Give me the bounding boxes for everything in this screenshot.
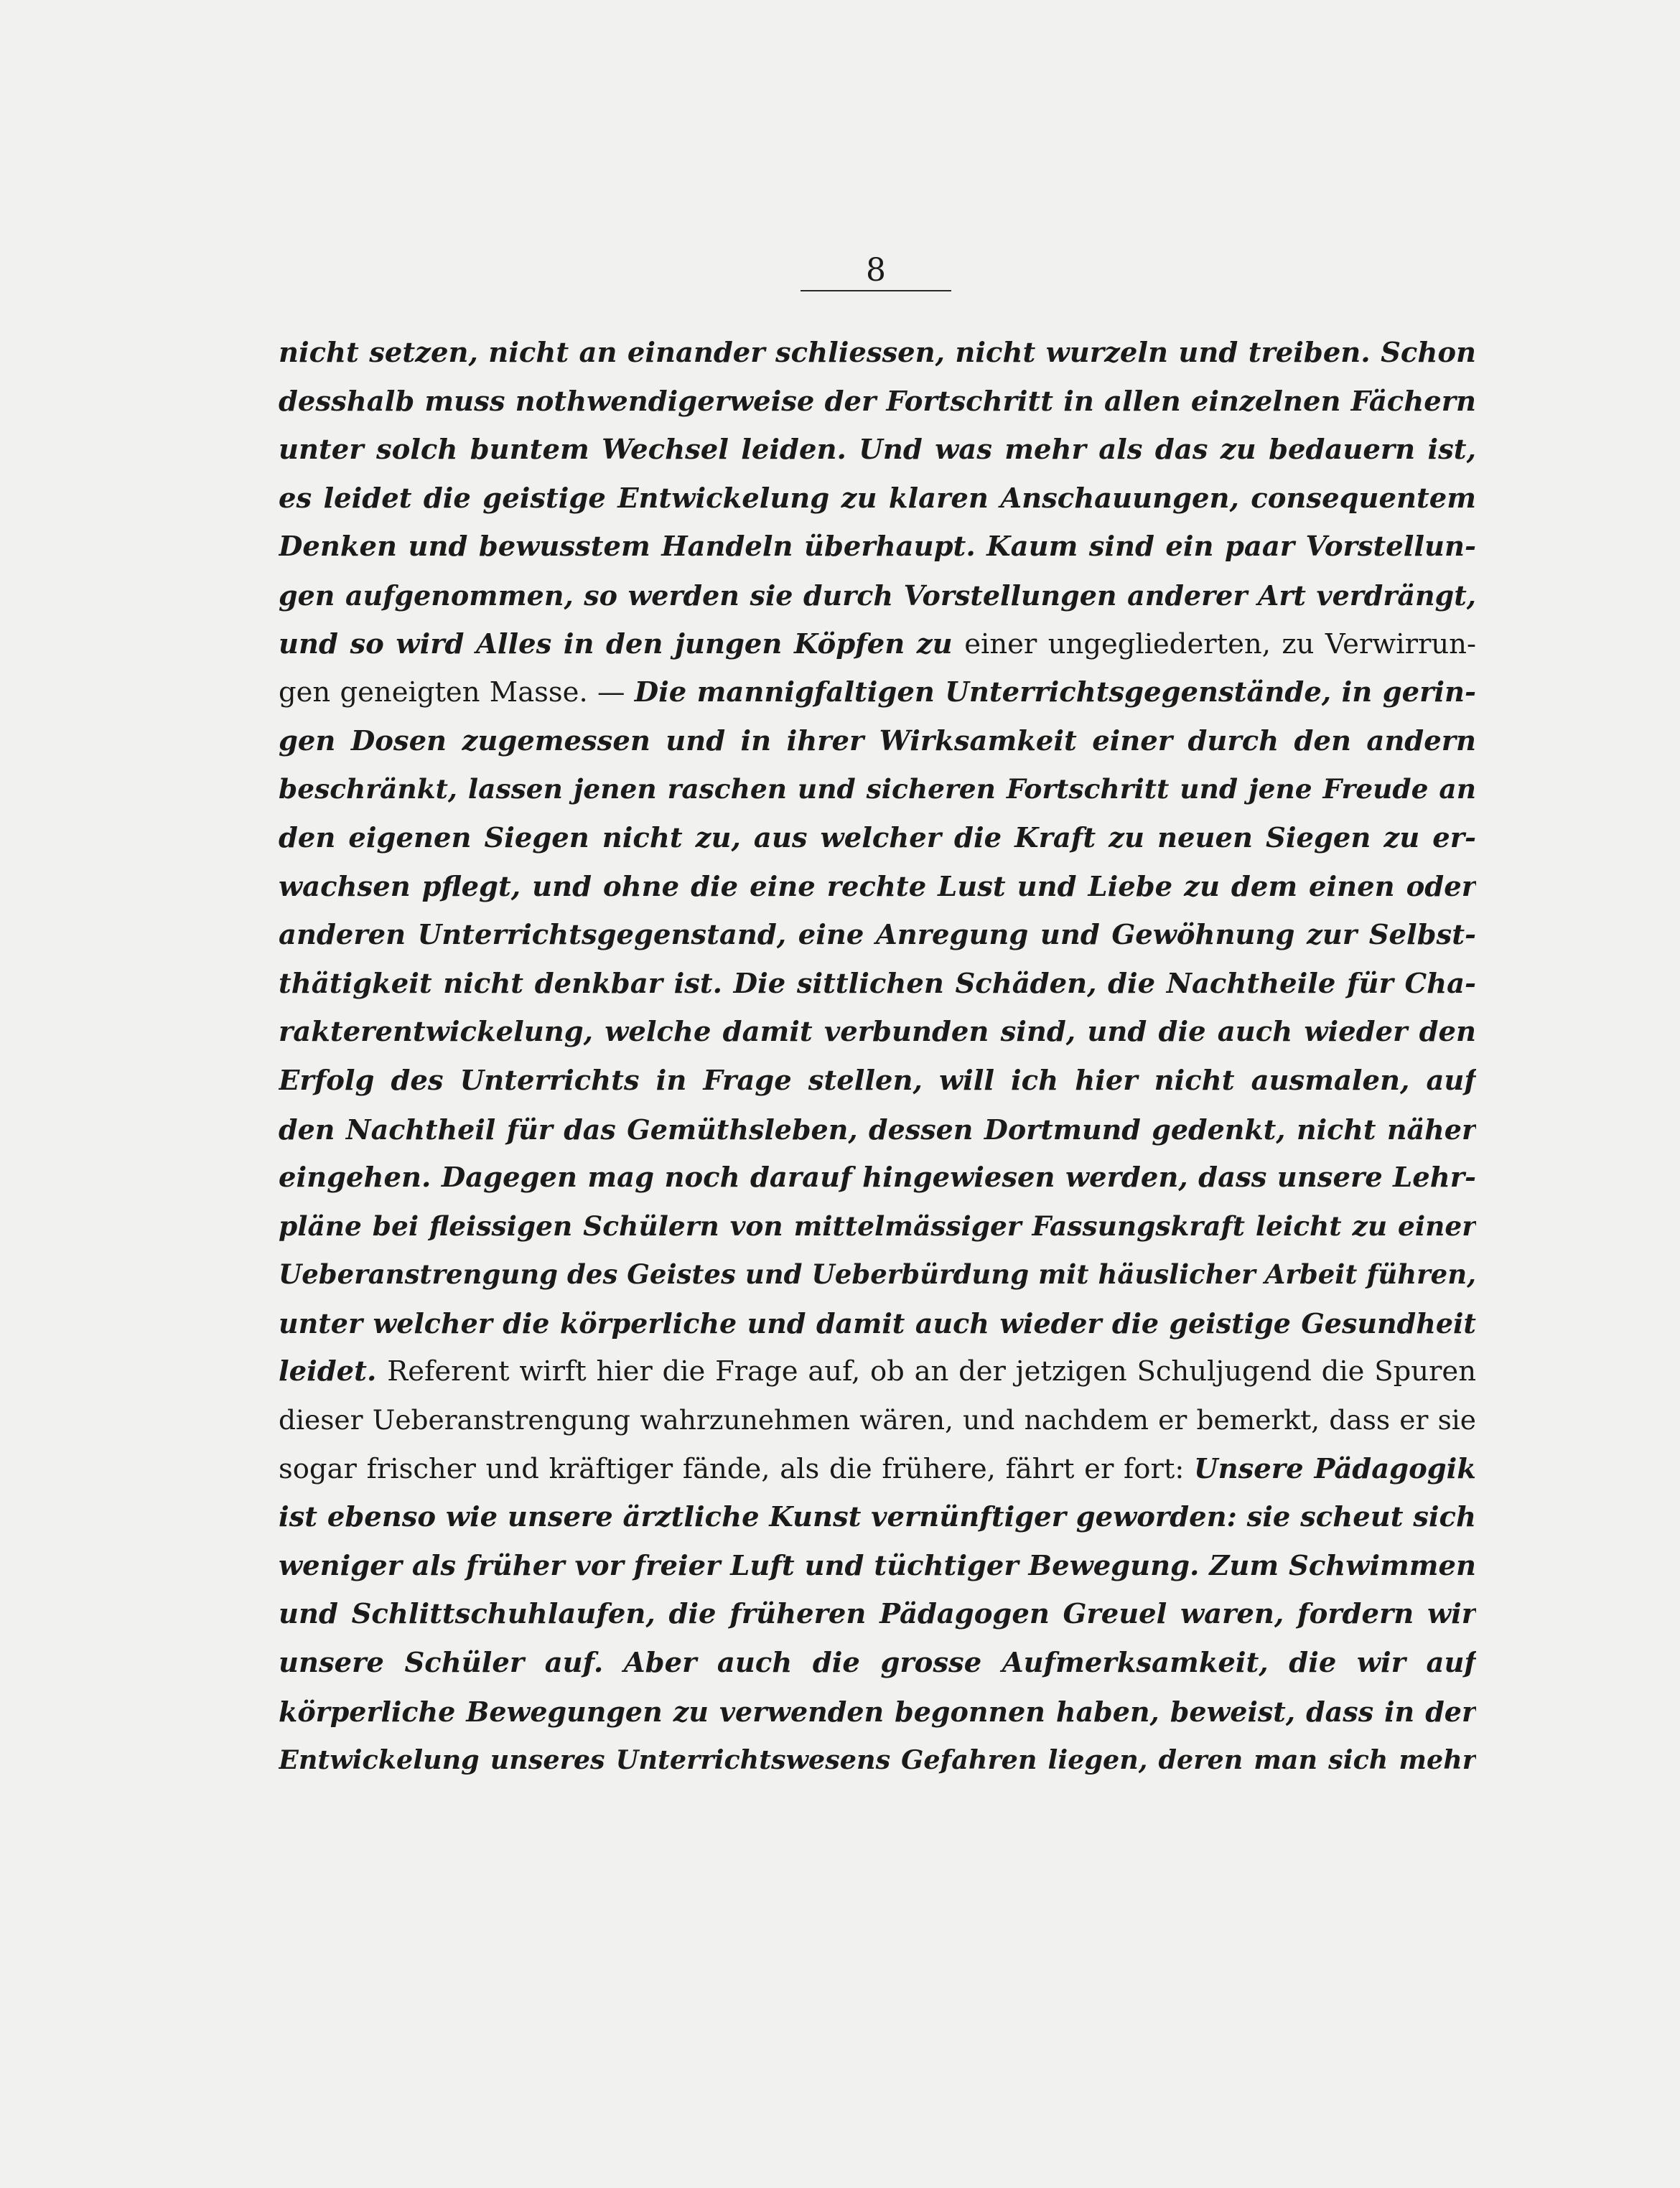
italic-text-segment: den Nachtheil für das Gemüthsleben, dessen Dortmund gedenkt, nicht näher — [279, 1113, 1476, 1146]
text-line — [279, 1542, 1476, 1591]
roman-text-segment: dieser Ueberanstrengung wahrzunehmen wären, und nachdem er bemerkt, dass er sie — [279, 1404, 1476, 1436]
italic-text-segment: thätigkeit nicht denkbar ist. Die sittlichen Schäden, die Nachtheile für Cha- — [279, 967, 1476, 1000]
text-line — [279, 1347, 1476, 1396]
italic-text-segment: weniger als früher vor freier Luft und tüchtiger Bewegung. Zum Schwimmen — [279, 1549, 1476, 1582]
text-line — [279, 1154, 1476, 1202]
italic-text-segment: gen Dosen zugemessen und in ihrer Wirksamkeit einer durch den andern — [279, 724, 1476, 757]
italic-text-segment: unsere Schüler auf. Aber auch die grosse Aufmerksamkeit, die wir auf — [279, 1647, 1476, 1680]
italic-text-segment: gen aufgenommen, so werden sie durch Vorstellungen anderer Art verdrängt, — [279, 579, 1476, 612]
text-line — [279, 765, 1476, 814]
italic-text-segment: wachsen pflegt, und ohne die eine rechte Lust und Liebe zu dem einen oder — [279, 870, 1476, 903]
italic-text-segment: Erfolg des Unterrichts in Frage stellen, will ich hier nicht ausmalen, auf — [279, 1064, 1476, 1097]
italic-text-segment: den eigenen Siegen nicht zu, aus welcher die Kraft zu neuen Siegen zu er- — [279, 821, 1476, 854]
text-line — [279, 1299, 1476, 1348]
roman-text-segment: sogar frischer und kräftiger fände, als die frühere, fährt er fort: — [279, 1452, 1195, 1485]
header-rule — [801, 290, 951, 291]
text-line — [279, 1202, 1476, 1251]
text-line — [279, 1736, 1476, 1785]
text-line — [279, 1493, 1476, 1542]
page-number: 8 — [866, 252, 886, 289]
text-line — [279, 426, 1476, 474]
text-line — [279, 668, 1476, 717]
text-line — [279, 1396, 1476, 1445]
italic-text-segment: nicht setzen, nicht an einander schliessen, nicht wurzeln und treiben. Schon — [279, 337, 1476, 369]
text-line — [279, 474, 1476, 523]
italic-text-segment: anderen Unterrichtsgegenstand, eine Anregung und Gewöhnung zur Selbst- — [279, 919, 1476, 952]
text-line — [279, 523, 1476, 571]
text-line — [279, 620, 1476, 669]
text-line — [279, 378, 1476, 426]
italic-text-segment: leidet. — [279, 1355, 388, 1388]
text-line — [279, 911, 1476, 960]
italic-text-segment: eingehen. Dagegen mag noch darauf hingewiesen werden, dass unsere Lehr- — [279, 1161, 1476, 1194]
italic-text-segment: Entwickelung unseres Unterrichtswesens Gefahren liegen, deren man sich mehr — [279, 1744, 1476, 1776]
italic-text-segment: körperliche Bewegungen zu verwenden begonnen haben, beweist, dass in der — [279, 1695, 1476, 1728]
italic-text-segment: desshalb muss nothwendigerweise der Fortschritt in allen einzelnen Fächern — [279, 385, 1476, 418]
roman-text-segment: einer ungegliederten, zu Verwirrun- — [964, 627, 1476, 660]
italic-text-segment: es leidet die geistige Entwickelung zu klaren Anschauungen, consequentem — [279, 482, 1476, 515]
text-line — [279, 1688, 1476, 1736]
italic-text-segment: und Schlittschuhlaufen, die früheren Pädagogen Greuel waren, fordern wir — [279, 1598, 1476, 1631]
text-line — [279, 329, 1476, 378]
italic-text-segment: Unsere Pädagogik — [1194, 1452, 1476, 1485]
text-line — [279, 863, 1476, 912]
italic-text-segment: rakterentwickelung, welche damit verbunden sind, und die auch wieder den — [279, 1016, 1476, 1049]
italic-text-segment: Die mannigfaltigen Unterrichtsgegenstände, in gerin- — [634, 676, 1476, 709]
text-line — [279, 960, 1476, 1009]
italic-text-segment: unter welcher die körperliche und damit auch wieder die geistige Gesundheit — [279, 1306, 1476, 1340]
text-line — [279, 814, 1476, 863]
italic-text-segment: beschränkt, lassen jenen raschen und sicheren Fortschritt und jene Freude an — [279, 773, 1476, 805]
text-line — [279, 571, 1476, 620]
text-line — [279, 717, 1476, 766]
italic-text-segment: und so wird Alles in den jungen Köpfen zu — [279, 627, 965, 660]
text-line — [279, 1105, 1476, 1154]
text-line — [279, 1057, 1476, 1105]
text-line — [279, 1445, 1476, 1494]
roman-text-segment: gen geneigten Masse. — — [279, 676, 635, 709]
italic-text-segment: Ueberanstrengung des Geistes und Ueberbürdung mit häuslicher Arbeit führen, — [279, 1258, 1476, 1291]
text-line — [279, 1590, 1476, 1639]
italic-text-segment: Denken und bewusstem Handeln überhaupt. Kaum sind ein paar Vorstellun- — [279, 530, 1476, 564]
text-line — [279, 1008, 1476, 1057]
body-text — [279, 329, 1476, 1785]
italic-text-segment: pläne bei fleissigen Schülern von mittelmässiger Fassungskraft leicht zu einer — [279, 1210, 1476, 1242]
roman-text-segment: Referent wirft hier die Frage auf, ob an der jetzigen Schuljugend die Spuren — [387, 1355, 1476, 1388]
text-line — [279, 1639, 1476, 1688]
text-line — [279, 1250, 1476, 1299]
italic-text-segment: ist ebenso wie unsere ärztliche Kunst vernünftiger geworden: sie scheut sich — [279, 1501, 1476, 1534]
italic-text-segment: unter solch buntem Wechsel leiden. Und was mehr als das zu bedauern ist, — [279, 434, 1476, 467]
